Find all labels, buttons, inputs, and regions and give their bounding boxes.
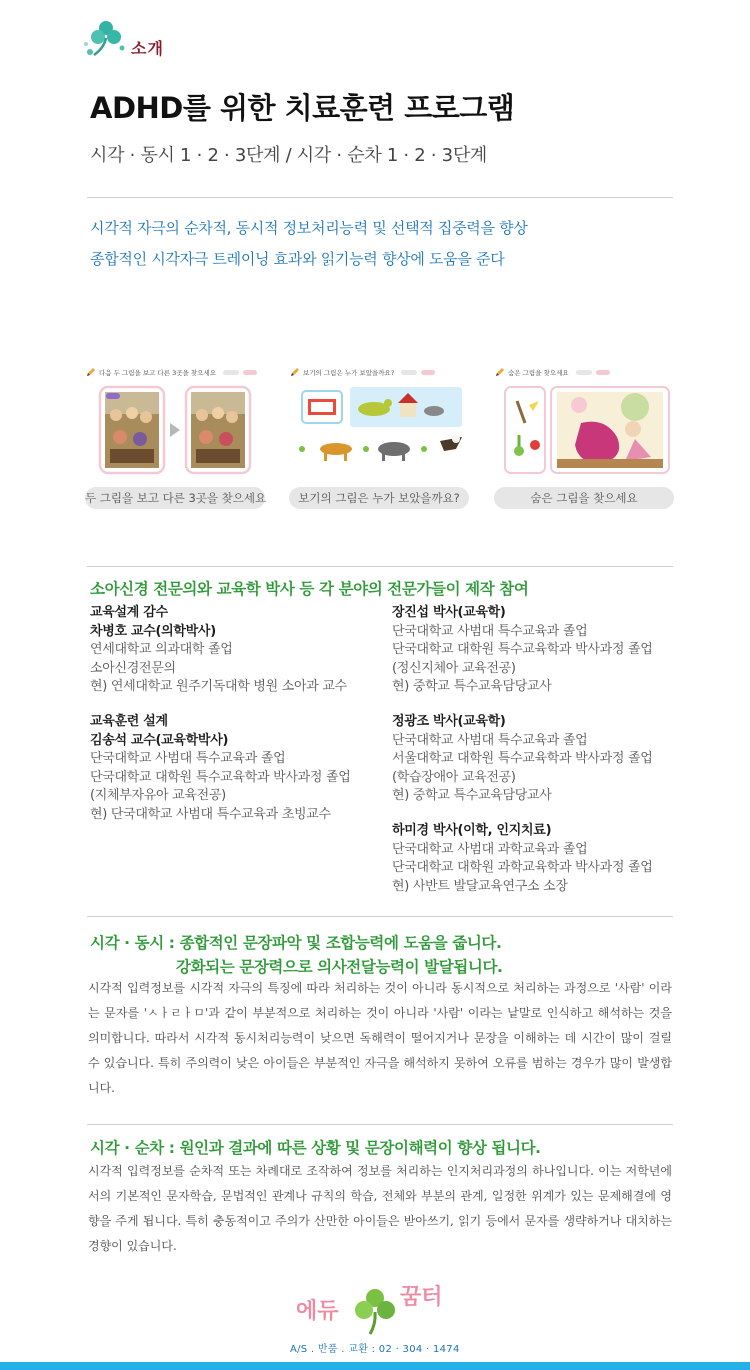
pencil-icon: [86, 367, 96, 377]
spot-difference-illustration: [86, 383, 264, 475]
activity-heading: 보기의 그림은 누가 보았을까요?: [303, 368, 395, 377]
section-subtitle-simultaneous: 강화되는 문장력으로 의사전달능력이 발달됩니다.: [176, 958, 503, 976]
divider: [87, 916, 673, 917]
type-badge: [596, 370, 610, 375]
expert-name: 하미경 박사(이학, 인지치료): [392, 823, 552, 838]
section-title-simultaneous: 시각 · 동시 : 종합적인 문장파악 및 조합능력에 도움을 줍니다.: [90, 934, 502, 952]
expert-profile: [392, 822, 653, 896]
page-title: ADHD를 위한 치료훈련 프로그램: [90, 91, 515, 125]
section-title-sequential: 시각 · 순차 : 원인과 결과에 따른 상황 및 문장이해력이 향상 됩니다.: [90, 1139, 541, 1157]
type-badge: [243, 370, 257, 375]
divider: [87, 1124, 673, 1125]
activity-label-spot-difference: 두 그림을 보고 다른 3곳을 찾으세요: [85, 487, 265, 509]
expert-detail: 단국대학교 사범대 특수교육과 졸업: [90, 751, 286, 766]
expert-role: 교육설계 감수: [90, 605, 168, 620]
brand-logo: [296, 1276, 456, 1338]
logo-text-left: 에듀: [296, 1299, 339, 1324]
expert-detail: 현) 중학교 특수교육담당교사: [392, 679, 552, 694]
level-badge: [401, 370, 417, 375]
activity-card-header: [495, 365, 610, 379]
expert-detail: 단국대학교 대학원 특수교육학과 박사과정 졸업: [90, 769, 351, 785]
expert-profile: [392, 604, 653, 697]
type-badge: [421, 370, 435, 375]
clover-icon: [84, 18, 132, 58]
expert-profile: [90, 604, 347, 697]
expert-profile: [90, 713, 351, 824]
who-saw-illustration: [290, 381, 468, 475]
expert-detail: 서울대학교 대학원 특수교육학과 박사과정 졸업: [392, 751, 653, 766]
expert-name: 차병호 교수(의학박사): [90, 623, 216, 639]
expert-detail: 단국대학교 사범대 특수교육과 졸업: [392, 623, 588, 639]
expert-detail: (학습장애아 교육전공): [392, 769, 516, 785]
divider: [87, 566, 673, 567]
page-subtitle: 시각 · 동시 1 · 2 · 3단계 / 시각 · 순차 1 · 2 · 3단계: [90, 145, 488, 166]
hidden-picture-illustration: [495, 383, 673, 475]
experts-heading: 소아신경 전문의와 교육학 박사 등 각 분야의 전문가들이 제작 참여: [90, 580, 529, 598]
activity-card-header: [290, 365, 435, 379]
activity-label-hidden-picture: 숨은 그림을 찾으세요: [494, 487, 674, 509]
logo-text-right: 꿈터: [400, 1285, 443, 1310]
expert-profile: [392, 713, 653, 806]
expert-detail: 단국대학교 대학원 특수교육학과 박사과정 졸업: [392, 642, 653, 657]
section-body-simultaneous: 시각적 입력정보를 시각적 자극의 특징에 따라 처리하는 것이 아니라 동시적으로 처리하는 과정으로 '사람' 이라는 문자를 'ㅅㅏㄹㅏㅁ'과 같이 부분적으로 처리하는 것이 아니라 '사람' 이라는 낱말로 인식하고 해석하는 것을 의미합니다. 따라서 시각적 동시처리능력이 낮으면 독해력이 떨어지거나 문장을 이해하는 데 시간이 많이 걸릴 수 있습니다. 특히 주의력이 낮은 아이들은 부분적인 자극을 해석하지 못하여 오류를 범하는 경우가 많이 발생합니다.: [88, 981, 672, 1095]
expert-name: 장진섭 박사(교육학): [392, 605, 506, 620]
pencil-icon: [290, 367, 300, 377]
footer-bar: [0, 1362, 750, 1370]
expert-detail: 현) 연세대학교 원주기독대학 병원 소아과 교수: [90, 679, 347, 694]
expert-name: 정광조 박사(교육학): [392, 714, 506, 729]
divider: [87, 197, 673, 198]
section-tag: 소개: [131, 39, 164, 58]
expert-detail: 단국대학교 사범대 과학교육과 졸업: [392, 841, 588, 857]
expert-name: 김송석 교수(교육학박사): [90, 732, 229, 748]
activity-heading: 숨은 그림을 찾으세요: [508, 368, 569, 377]
expert-detail: 단국대학교 사범대 특수교육과 졸업: [392, 732, 588, 748]
expert-detail: 현) 사반트 발달교육연구소 소장: [392, 878, 568, 894]
activity-card-hidden-picture: [495, 365, 673, 475]
expert-detail: 현) 중학교 특수교육담당교사: [392, 788, 552, 803]
activity-card-header: [86, 365, 257, 379]
expert-detail: 소아신경전문의: [90, 660, 176, 676]
expert-detail: 연세대학교 의과대학 졸업: [90, 642, 233, 657]
activity-card-spot-difference: [86, 365, 264, 475]
expert-detail: 현) 단국대학교 사범대 특수교육과 초빙교수: [90, 806, 331, 822]
expert-role: 교육훈련 설계: [90, 714, 168, 729]
activity-heading: 다음 두 그림을 보고 다른 3곳을 찾으세요: [99, 368, 216, 377]
pencil-icon: [495, 367, 505, 377]
expert-detail: 단국대학교 대학원 과학교육학과 박사과정 졸업: [392, 860, 653, 875]
level-badge: [223, 370, 239, 375]
expert-detail: (지체부자유아 교육전공): [90, 788, 226, 803]
clover-icon: [352, 1286, 398, 1336]
level-badge: [576, 370, 592, 375]
contact-info: A/S . 반품 . 교환 : 02 · 304 · 1474: [290, 1344, 460, 1355]
activity-card-who-saw: [290, 365, 468, 475]
expert-detail: (정신지체아 교육전공): [392, 660, 516, 676]
activity-label-who-saw: 보기의 그림은 누가 보았을까요?: [289, 487, 469, 509]
section-body-sequential: 시각적 입력정보를 순차적 또는 차례대로 조작하여 정보를 처리하는 인지처리과정의 하나입니다. 이는 저학년에서의 기본적인 문자학습, 문법적인 관계나 규칙의 학습, 전체와 부분의 관계, 일정한 위계가 있는 문제해결에 영향을 주게 됩니다. 특히 충동적이고 주의가 산만한 아이들은 받아쓰기, 읽기 등에서 문자를 생략하거나 대치하는 경향이 있습니다.: [88, 1164, 672, 1253]
intro-line-2: 종합적인 시각자극 트레이닝 효과와 읽기능력 향상에 도움을 준다: [90, 250, 505, 268]
intro-line-1: 시각적 자극의 순차적, 동시적 정보처리능력 및 선택적 집중력을 향상: [90, 219, 528, 237]
